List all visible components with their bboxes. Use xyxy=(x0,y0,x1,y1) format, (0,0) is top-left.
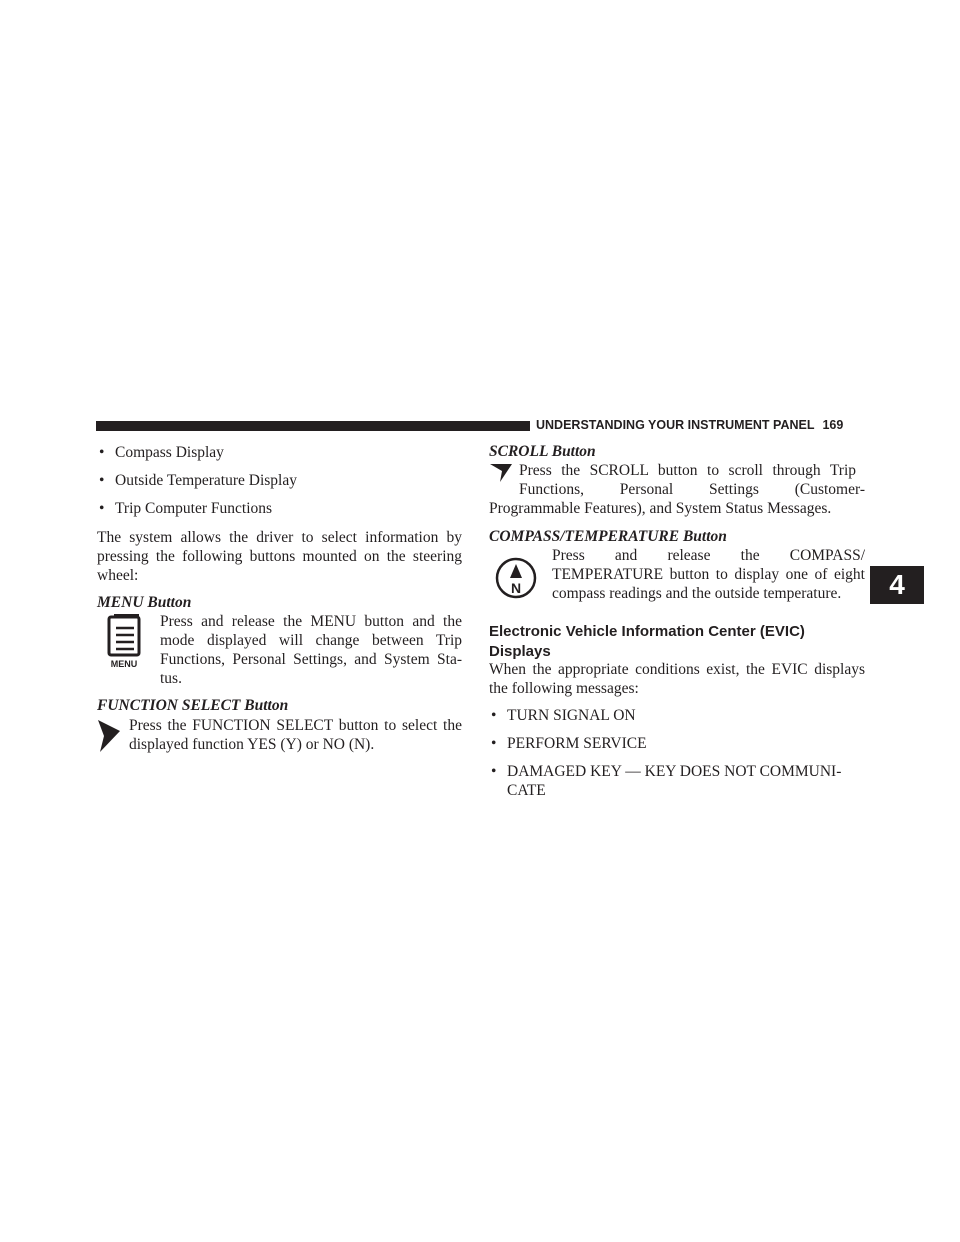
function-select-arrow-icon xyxy=(96,716,122,754)
chapter-tab: 4 xyxy=(870,566,924,604)
scroll-down-arrow-icon xyxy=(489,462,513,484)
compass-icon xyxy=(494,556,538,600)
compass-icon-label: N xyxy=(510,580,522,596)
intro-paragraph: The system allows the driver to select information by pressing the following buttons mounted on the steering wheel: xyxy=(97,529,462,584)
function-select-heading: FUNCTION SELECT Button xyxy=(97,697,289,714)
scroll-button-description-line3: Programmable Features), and System Status Messages. xyxy=(489,500,832,517)
function-select-description: Press the FUNCTION SELECT button to select the displayed function YES (Y) or NO (N). xyxy=(129,717,462,753)
header-rule xyxy=(96,421,530,431)
compass-button-description: Press and release the COMPASS/ TEMPERATURE button to display one of eight compass readings and the outside temperature. xyxy=(552,547,865,602)
scroll-button-description-line2: Functions, Personal Settings (Customer- xyxy=(519,481,865,498)
section-title: UNDERSTANDING YOUR INSTRUMENT PANEL xyxy=(536,418,815,432)
evic-intro-paragraph: When the appropriate conditions exist, the EVIC displays the following messages: xyxy=(489,661,865,697)
menu-button-heading: MENU Button xyxy=(97,594,192,611)
compass-button-heading: COMPASS/TEMPERATURE Button xyxy=(489,528,727,545)
menu-icon xyxy=(106,614,146,670)
scroll-button-heading: SCROLL Button xyxy=(489,443,596,460)
running-header xyxy=(536,418,864,432)
menu-icon-label: MENU xyxy=(110,659,138,669)
menu-button-description: Press and release the MENU button and the mode displayed will change between Trip Functions, Personal Settings, and System Sta-tus. xyxy=(160,613,462,687)
page-number: 169 xyxy=(822,418,844,432)
scroll-button-description-line1: Press the SCROLL button to scroll through Trip xyxy=(519,462,856,479)
evic-section-heading: Electronic Vehicle Information Center (EVIC) Displays xyxy=(489,623,805,660)
